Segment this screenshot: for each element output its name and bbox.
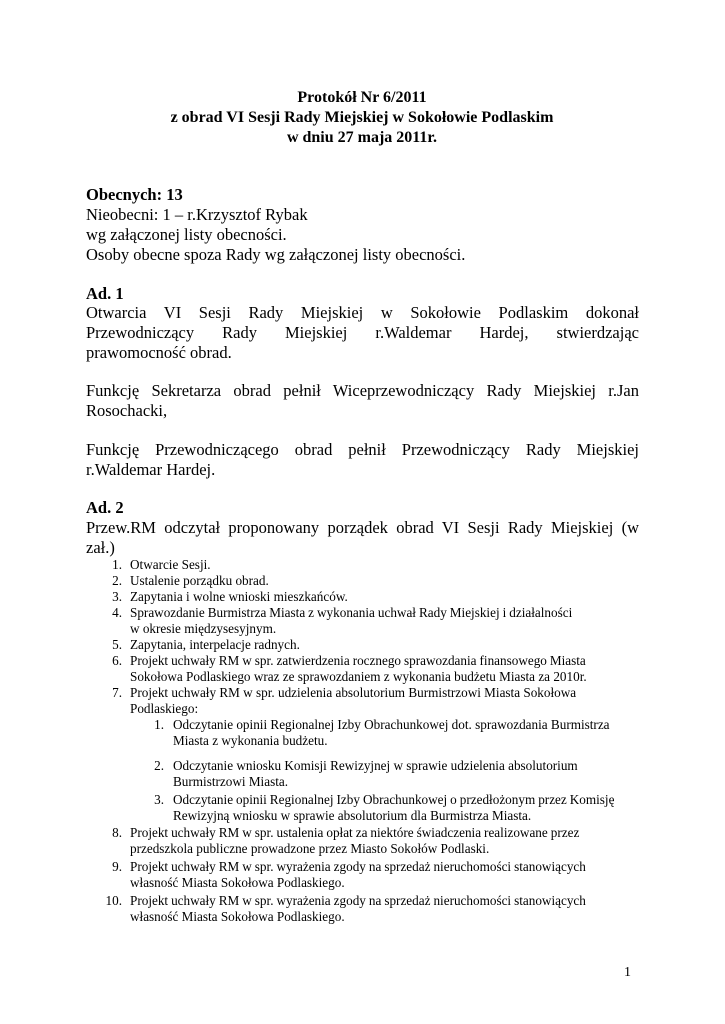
session-date: w dniu 27 maja 2011r.	[286, 129, 438, 146]
agenda-item-number: 7.	[112, 685, 122, 700]
agenda-item-number: 1.	[112, 557, 122, 572]
agenda-item-text: Projekt uchwały RM w spr. wyrażenia zgody na sprzedaż nieruchomości stanowiących	[130, 893, 586, 908]
secretary-paragraph-line: Rosochacki,	[86, 401, 168, 420]
agenda-subitem-text: Burmistrzowi Miasta.	[173, 774, 289, 789]
agenda-item-text: Projekt uchwały RM w spr. ustalenia opłat za niektóre świadczenia realizowane przez	[130, 825, 580, 840]
agenda-item-text: Projekt uchwały RM w spr. udzielenia absolutorium Burmistrzowi Miasta Sokołowa	[130, 685, 577, 700]
agenda-item-text: Zapytania i wolne wnioski mieszkańców.	[130, 589, 348, 604]
agenda-item-text: Ustalenie porządku obrad.	[130, 573, 269, 588]
agenda-intro-line: Przew.RM odczytał proponowany porządek obrad VI Sesji Rady Miejskiej (w	[86, 518, 639, 537]
ad1-paragraph-line: Otwarcia VI Sesji Rady Miejskiej w Sokołowie Podlaskim dokonał	[86, 303, 639, 322]
agenda-item-text: Sprawozdanie Burmistrza Miasta z wykonania uchwał Rady Miejskiej i działalności	[130, 605, 573, 620]
agenda-subitem-text: Odczytanie opinii Regionalnej Izby Obrachunkowej dot. sprawozdania Burmistrza	[173, 717, 610, 732]
secretary-paragraph-line: Funkcję Sekretarza obrad pełnił Wiceprzewodniczący Rady Miejskiej r.Jan	[86, 381, 639, 400]
agenda-item-text: przedszkola publiczne prowadzone przez Miasto Sokołów Podlaski.	[130, 841, 490, 856]
agenda-subitem-text: Miasta z wykonania budżetu.	[173, 733, 328, 748]
chair-paragraph-line: Funkcję Przewodniczącego obrad pełnił Przewodniczący Rady Miejskiej	[86, 440, 639, 459]
agenda-item-text: Projekt uchwały RM w spr. wyrażenia zgody na sprzedaż nieruchomości stanowiących	[130, 859, 586, 874]
agenda-item-text: Podlaskiego:	[130, 701, 199, 716]
agenda-item-text: własność Miasta Sokołowa Podlaskiego.	[130, 875, 345, 890]
attendance-list-note: wg załączonej listy obecności.	[86, 225, 287, 244]
absent-members: Nieobecni: 1 – r.Krzysztof Rybak	[86, 205, 308, 224]
agenda-item-text: w okresie międzysesyjnym.	[130, 621, 277, 636]
agenda-item-text: Projekt uchwały RM w spr. zatwierdzenia rocznego sprawozdania finansowego Miasta	[130, 653, 586, 668]
agenda-subitem-text: Odczytanie opinii Regionalnej Izby Obrachunkowej o przedłożonym przez Komisję	[173, 792, 615, 807]
agenda-item-number: 9.	[112, 859, 122, 874]
agenda-item-number: 5.	[112, 637, 122, 652]
session-subtitle: z obrad VI Sesji Rady Miejskiej w Sokołowie Podlaskim	[170, 109, 554, 126]
agenda-item-number: 4.	[112, 605, 122, 620]
chair-paragraph-line: r.Waldemar Hardej.	[86, 460, 216, 479]
agenda-intro-line: zał.)	[86, 538, 115, 557]
agenda-item-text: Sokołowa Podlaskiego wraz ze sprawozdaniem z wykonania budżetu Miasta za 2010r.	[130, 669, 587, 684]
ad1-paragraph-line: prawomocność obrad.	[86, 343, 232, 362]
ad1-paragraph-line: Przewodniczący Rady Miejskiej r.Waldemar Hardej, stwierdzając	[86, 323, 639, 342]
agenda-item-number: 3.	[112, 589, 122, 604]
ad2-heading: Ad. 2	[86, 498, 124, 517]
agenda-item-number: 6.	[112, 653, 122, 668]
agenda-item-number: 8.	[112, 825, 122, 840]
agenda-subitem-text: Rewizyjną wniosku w sprawie absolutorium dla Burmistrza Miasta.	[173, 808, 532, 823]
agenda-item-text: Otwarcie Sesji.	[130, 557, 211, 572]
agenda-item-text: Zapytania, interpelacje radnych.	[130, 637, 300, 652]
agenda-item-number: 2.	[112, 573, 122, 588]
protocol-title: Protokół Nr 6/2011	[297, 89, 427, 106]
page-number: 1	[624, 965, 631, 980]
ad1-heading: Ad. 1	[86, 284, 124, 303]
agenda-subitem-number: 1.	[154, 717, 164, 732]
agenda-subitem-text: Odczytanie wniosku Komisji Rewizyjnej w sprawie udzielenia absolutorium	[173, 758, 578, 773]
agenda-subitem-number: 3.	[154, 792, 164, 807]
agenda-subitem-number: 2.	[154, 758, 164, 773]
agenda-item-number: 10.	[105, 893, 122, 908]
outside-attendees-note: Osoby obecne spoza Rady wg załączonej listy obecności.	[86, 245, 466, 264]
present-count: Obecnych: 13	[86, 185, 183, 204]
agenda-item-text: własność Miasta Sokołowa Podlaskiego.	[130, 909, 345, 924]
